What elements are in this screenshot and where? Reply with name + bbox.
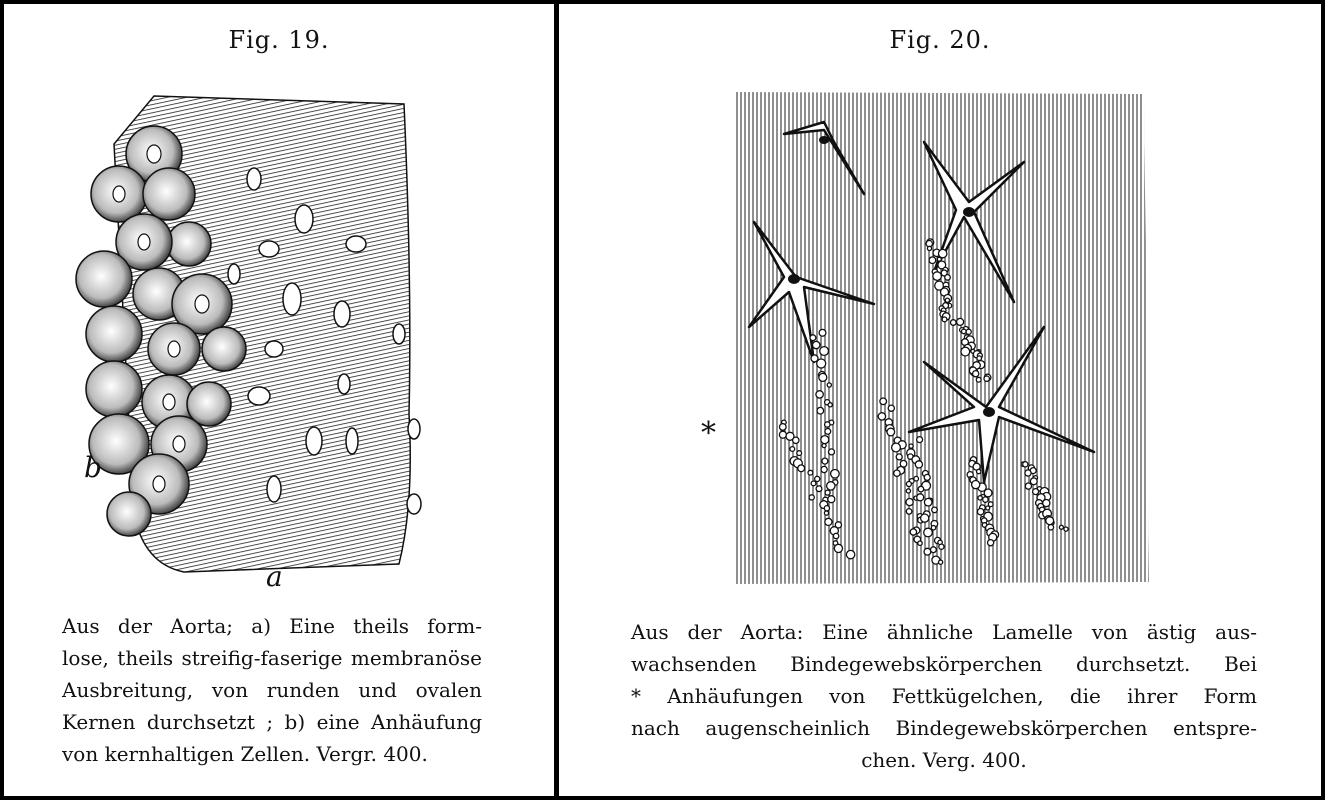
figure-19-caption [62, 610, 482, 770]
figure-19-title: Fig. 19. [228, 26, 330, 54]
fat-globule [1023, 462, 1028, 467]
fat-globule [977, 356, 982, 361]
fat-globule [810, 335, 816, 341]
fat-globule [929, 257, 936, 264]
fat-globule [808, 470, 813, 475]
fat-globule [909, 444, 913, 448]
label-a: a [266, 560, 283, 593]
caption-line: chen. Verg. 400. [861, 748, 1027, 772]
fat-globule [1048, 525, 1053, 530]
fat-globule [827, 482, 835, 490]
fat-globule [825, 518, 832, 525]
fat-globule [894, 470, 900, 476]
fat-globule [918, 486, 924, 492]
fat-globule [977, 469, 981, 473]
fat-globule [817, 359, 826, 368]
fat-globule [977, 509, 983, 515]
fat-globule [820, 347, 829, 356]
caption-line: Aus der Aorta; a) Eine theils form- [62, 614, 482, 638]
caption-line: lose, theils streifig-faserige membranöse [62, 646, 482, 670]
fat-globule [917, 437, 923, 443]
fat-globule [924, 474, 930, 480]
fat-globule [1046, 517, 1054, 525]
caption-line: * Anhäufungen von Fettkügelchen, die ihrer Form [631, 684, 1257, 708]
fat-globule [846, 550, 854, 558]
fat-globule [945, 298, 949, 302]
fat-globule [951, 320, 957, 326]
fat-globule [821, 466, 827, 472]
asterisk-marker: * [701, 416, 716, 451]
fat-globule [927, 246, 931, 250]
fat-globule [831, 470, 840, 479]
fat-globule [984, 376, 989, 381]
fat-globule [779, 431, 786, 438]
fat-globule [918, 541, 922, 545]
figure-20-panel [559, 4, 1321, 796]
caption-line: von kernhaltigen Zellen. Vergr. 400. [62, 742, 428, 766]
fat-globule [828, 496, 835, 503]
fat-globule [817, 407, 824, 414]
fat-globule [906, 499, 913, 506]
fat-globule [888, 405, 894, 411]
fat-globule [983, 497, 988, 502]
fat-globule [896, 454, 902, 460]
caption-line: wachsenden Bindegewebskörperchen durchsetzt. Bei [631, 652, 1257, 676]
fat-globule [939, 560, 943, 564]
fat-globule [880, 398, 887, 405]
fat-globule [1030, 478, 1037, 485]
fat-globule [834, 544, 842, 552]
fat-globule [924, 548, 931, 555]
fat-globule [966, 329, 971, 334]
fat-globule [829, 449, 835, 455]
fat-globule [819, 329, 826, 336]
fat-globule [973, 371, 979, 377]
fat-globule [933, 272, 942, 281]
fat-globule [833, 533, 838, 538]
fat-globule [962, 329, 967, 334]
caption-line: Kernen durchsetzt ; b) eine Anhäufung [62, 710, 482, 734]
fat-globule [1033, 489, 1039, 495]
fat-globule [825, 490, 830, 495]
figure-19-panel [4, 4, 554, 796]
fat-globule [942, 317, 947, 322]
fat-globule [892, 443, 901, 452]
fat-globule [825, 422, 830, 427]
fat-globule [887, 428, 895, 436]
fat-globule [957, 318, 964, 325]
fat-globule [914, 476, 919, 481]
fat-globule [824, 511, 828, 515]
figure-19-illustration [74, 84, 434, 584]
fat-globule [821, 436, 829, 444]
fat-globule [797, 451, 802, 456]
fat-globule [931, 547, 937, 553]
fat-globule [878, 413, 885, 420]
fat-globule [915, 461, 922, 468]
fat-globule [825, 429, 831, 435]
figure-20-title: Fig. 20. [889, 26, 991, 54]
fat-globule [1025, 470, 1031, 476]
fat-globule [822, 444, 826, 448]
fat-globule [1025, 483, 1031, 489]
fat-globule [972, 481, 980, 489]
fat-globule [910, 529, 916, 535]
fat-globule [790, 447, 795, 452]
fat-globule [906, 509, 912, 515]
caption-line: Ausbreitung, von runden und ovalen [62, 678, 482, 702]
fat-globule [780, 424, 787, 431]
fat-globule [961, 347, 970, 356]
fat-globule [978, 496, 982, 500]
fat-globule [798, 465, 805, 472]
fat-globule [906, 489, 910, 493]
fat-globule [827, 383, 831, 387]
fat-globule [988, 540, 994, 546]
fat-globule [828, 403, 832, 407]
figure-20-illustration [724, 82, 1154, 592]
figure-20-caption [631, 616, 1257, 776]
fat-globule [809, 495, 814, 500]
fat-globule [824, 506, 829, 511]
fat-globule [813, 341, 820, 348]
label-b: b [84, 451, 102, 484]
fat-globule [822, 458, 828, 464]
fat-globule [924, 528, 933, 537]
fat-globule [815, 476, 820, 481]
fat-globule [939, 544, 944, 549]
fat-globule [976, 377, 981, 382]
fat-globule [816, 391, 823, 398]
fat-globule [939, 249, 947, 257]
fat-globule [819, 373, 827, 381]
fat-globule [945, 275, 951, 281]
fat-globule [921, 514, 929, 522]
fat-globule [1064, 527, 1068, 531]
fat-globule [793, 437, 799, 443]
fat-globule [932, 507, 938, 513]
caption-line: Aus der Aorta: Eine ähnliche Lamelle von ästig aus- [631, 620, 1257, 644]
caption-line: nach augenscheinlich Bindegewebskörperchen entspre- [631, 716, 1257, 740]
fat-globule [1059, 525, 1063, 529]
fat-globule [816, 486, 822, 492]
fat-globule [906, 482, 911, 487]
fat-globule [917, 494, 924, 501]
fat-globule [986, 506, 990, 510]
fat-globule [931, 526, 935, 530]
fat-globule [811, 481, 816, 486]
fat-globule [924, 498, 932, 506]
